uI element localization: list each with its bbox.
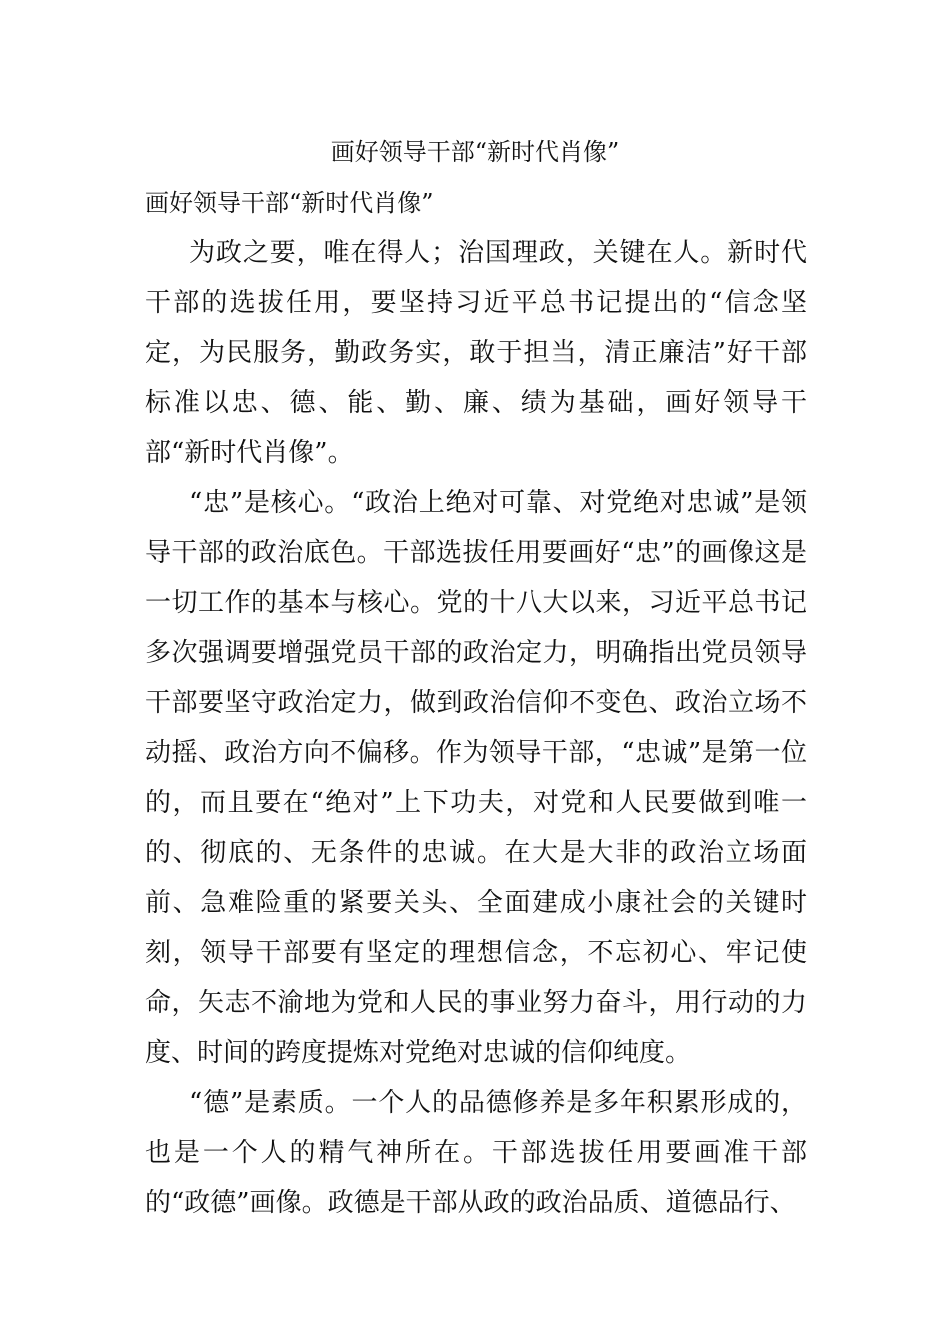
paragraph-intro: 为政之要，唯在得人；治国理政，关键在人。新时代干部的选拔任用，要坚持习近平总书记提出的“信念坚定，为民服务，勤政务实，敢于担当，清正廉洁”好干部标准以忠、德、能、勤、廉、绩为基础，画好领导干部“新时代肖像”。 (145, 238, 807, 468)
document-title: 画好领导干部“新时代肖像” (330, 138, 620, 166)
paragraph-virtue: “德”是素质。一个人的品德修养是多年积累形成的，也是一个人的精气神所在。干部选拔任用要画准干部的“政德”画像。政德是干部从政的政治品质、道德品行、 (145, 1088, 807, 1218)
document-body (145, 178, 807, 1228)
document-subtitle: 画好领导干部“新时代肖像” (145, 189, 434, 217)
paragraph-loyalty: “忠”是核心。“政治上绝对可靠、对党绝对忠诚”是领导干部的政治底色。干部选拔任用要画好“忠”的画像这是一切工作的基本与核心。党的十八大以来，习近平总书记多次强调要增强党员干部的政治定力，明确指出党员领导干部要坚守政治定力，做到政治信仰不变色、政治立场不动摇、政治方向不偏移。作为领导干部，“忠诚”是第一位的，而且要在“绝对”上下功夫，对党和人民要做到唯一的、彻底的、无条件的忠诚。在大是大非的政治立场面前、急难险重的紧要关头、全面建成小康社会的关键时刻，领导干部要有坚定的理想信念，不忘初心、牢记使命，矢志不渝地为党和人民的事业努力奋斗，用行动的力度、时间的跨度提炼对党绝对忠诚的信仰纯度。 (145, 488, 807, 1068)
